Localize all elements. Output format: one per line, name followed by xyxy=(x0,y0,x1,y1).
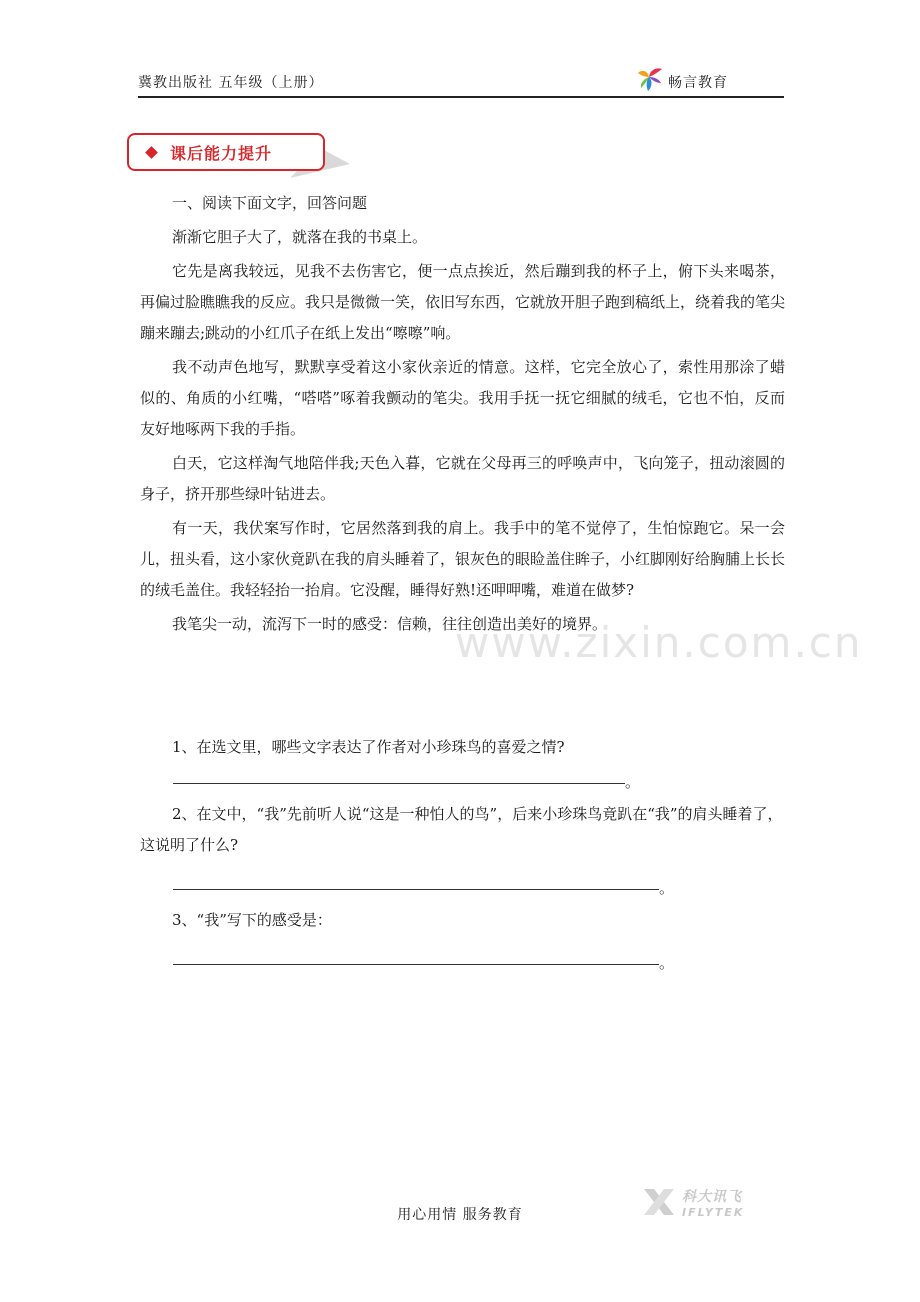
passage-paragraph: 渐渐它胆子大了，就落在我的书桌上。 xyxy=(172,228,428,246)
section-banner xyxy=(127,133,325,171)
questions-section xyxy=(140,732,785,972)
answer-end-mark: 。 xyxy=(659,879,675,897)
colorful-bird-logo-icon xyxy=(634,65,664,93)
publisher-label: 冀教出版社 五年级（上册） xyxy=(138,75,324,91)
reading-passage xyxy=(140,188,785,640)
logo-en-text: IFLYTEK xyxy=(682,1205,745,1219)
watermark: www.zixin.com.cn xyxy=(455,618,863,667)
answer-line-3[interactable] xyxy=(173,944,785,972)
answer-line-1[interactable] xyxy=(173,763,785,791)
question-1: 1、在选文里，哪些文字表达了作者对小珍珠鸟的喜爱之情? xyxy=(172,738,565,756)
footer-slogan: 用心用情 服务教育 xyxy=(397,1207,523,1223)
question-2: 2、在文中，“我”先前听人说“这是一种怕人的鸟”，后来小珍珠鸟竟趴在“我”的肩头睡着了，这说明了什么? xyxy=(140,805,783,854)
iflytek-logo xyxy=(640,1180,770,1224)
brand-name: 畅言教育 xyxy=(668,75,728,91)
passage-paragraph: 有一天，我伏案写作时，它居然落到我的肩上。我手中的笔不觉停了，生怕惊跑它。呆一会儿，扭头看，这小家伙竟趴在我的肩头睡着了，银灰色的眼睑盖住眸子，小红脚刚好给胸脯上长长的绒毛盖住。我轻轻抬一抬肩。它没醒，睡得好熟!还呷呷嘴，难道在做梦? xyxy=(140,519,786,599)
answer-line-2[interactable] xyxy=(173,869,785,897)
passage-paragraph: 我不动声色地写，默默享受着这小家伙亲近的情意。这样，它完全放心了，索性用那涂了蜡似的、角质的小红嘴，“嗒嗒”啄着我颤动的笔尖。我用手抚一抚它细腻的绒毛，它也不怕，反而友好地啄两下我的手指。 xyxy=(140,358,785,438)
logo-cn-text: 科大讯飞 xyxy=(682,1188,742,1205)
iflytek-mark-icon xyxy=(640,1183,678,1221)
diamond-bullet-icon xyxy=(145,146,158,159)
section-title: 课后能力提升 xyxy=(170,143,273,163)
passage-paragraph: 白天，它这样淘气地陪伴我;天色入暮，它就在父母再三的呼唤声中，飞向笼子，扭动滚圆的身子，挤开那些绿叶钻进去。 xyxy=(140,454,785,503)
passage-paragraph: 我笔尖一动，流泻下一时的感受：信赖，往往创造出美好的境界。 xyxy=(172,615,608,633)
answer-end-mark: 。 xyxy=(659,954,675,972)
passage-intro: 一、阅读下面文字，回答问题 xyxy=(172,194,368,212)
passage-paragraph: 它先是离我较远，见我不去伤害它，便一点点挨近，然后蹦到我的杯子上，俯下头来喝茶，再偏过脸瞧瞧我的反应。我只是微微一笑，依旧写东西，它就放开胆子跑到稿纸上，绕着我的笔尖蹦来蹦去;跳动的小红爪子在纸上发出“嚓嚓”响。 xyxy=(140,262,786,342)
question-3: 3、“我”写下的感受是： xyxy=(172,911,332,929)
page-header xyxy=(138,60,784,98)
answer-end-mark: 。 xyxy=(625,773,641,791)
brand xyxy=(634,65,728,93)
